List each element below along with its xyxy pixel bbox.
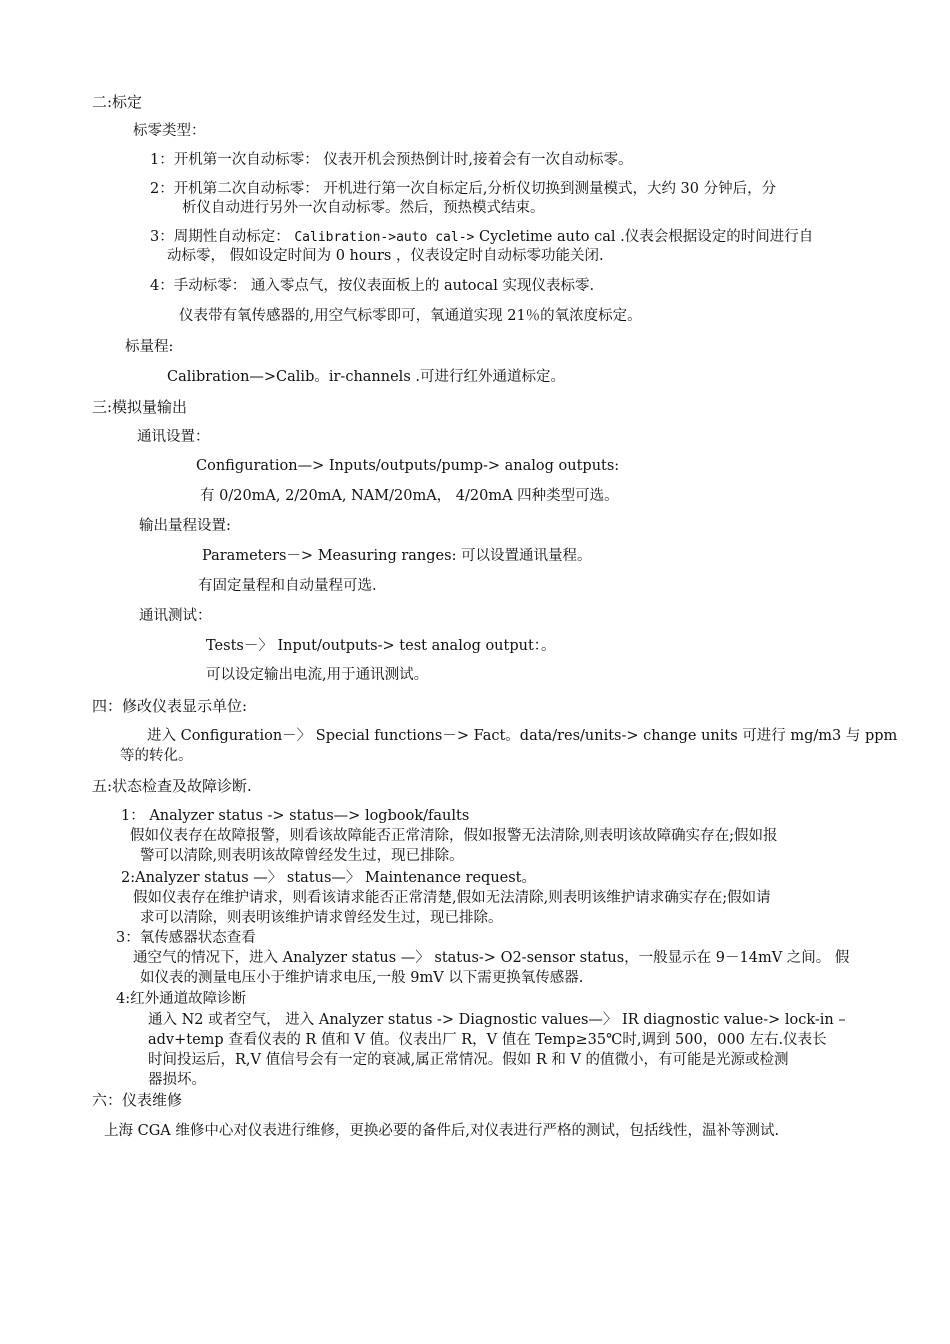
- units-change-line2: 等的转化。: [120, 748, 193, 764]
- status-item-1-desc-line1: 假如仪表存在故障报警，则看该故障能否正常清除，假如报警无法清除,则表明该故障确实存在;假如报: [130, 828, 778, 844]
- comm-test-label: 通讯测试：: [139, 608, 212, 624]
- status-item-4-desc-line3: 时间投运后，R,V 值信号会有一定的衰减,属正常情况。假如 R 和 V 的值微小，有可能是光源或检测: [148, 1052, 789, 1068]
- output-range-label: 输出量程设置:: [139, 518, 231, 534]
- status-item-3-desc-line2: 如仪表的测量电压小于维护请求电压,一般 9mV 以下需更换氧传感器.: [140, 970, 584, 986]
- zero-type-2-line1: 2：开机第二次自动标零： 开机进行第一次自标定后,分析仪切换到测量模式，大约 30 分钟后，分: [150, 181, 777, 197]
- status-item-2-desc-line1: 假如仪表存在维护请求，则看该请求能否正常清楚,假如无法清除,则表明该维护请求确实存在;假如请: [133, 890, 771, 906]
- status-item-3-title: 3：氧传感器状态查看: [116, 930, 256, 946]
- section-5-heading: 五:状态检查及故障诊断.: [92, 777, 252, 795]
- comm-settings-path: Configuration—> Inputs/outputs/pump-> analog outputs:: [196, 458, 620, 474]
- units-change-line1: 进入 Configuration－〉 Special functions－> Fact。data/res/units-> change units 可进行 mg/m3 与 ppm: [147, 728, 898, 744]
- zero-type-4: 4：手动标零： 通入零点气，按仪表面板上的 autocal 实现仪表标零.: [150, 278, 595, 294]
- section-2-heading: 二:标定: [92, 93, 143, 111]
- output-range-path: Parameters－> Measuring ranges: 可以设置通讯量程。: [202, 548, 592, 564]
- range-calibration-label: 标量程:: [125, 339, 174, 355]
- status-item-4-desc-line2: adv+temp 查看仪表的 R 值和 V 值。仪表出厂 R，V 值在 Temp≥35℃时,调到 500，000 左右.仪表长: [148, 1032, 827, 1048]
- section-3-heading: 三:模拟量输出: [92, 398, 188, 416]
- section-6-heading: 六：仪表维修: [92, 1091, 183, 1109]
- output-range-note: 有固定量程和自动量程可选.: [198, 578, 377, 594]
- comm-test-path: Tests－〉 Input/outputs-> test analog output：。: [206, 638, 556, 654]
- range-calibration-path: Calibration—>Calib。ir-channels .可进行红外通道标定。: [167, 369, 565, 385]
- status-item-4-title: 4:红外通道故障诊断: [116, 991, 247, 1007]
- status-item-2-path: 2:Analyzer status —〉 status—〉 Maintenance request。: [121, 870, 537, 886]
- status-item-2-desc-line2: 求可以清除，则表明该维护请求曾经发生过，现已排除。: [140, 910, 503, 926]
- zero-type-3-line1: [150, 227, 813, 248]
- comm-test-note: 可以设定输出电流,用于通讯测试。: [206, 667, 429, 683]
- comm-settings-label: 通讯设置：: [137, 429, 210, 445]
- zero-type-3-line2: 动标零， 假如设定时间为 0 hours ，仪表设定时自动标零功能关闭.: [167, 248, 604, 264]
- status-item-1-desc-line2: 警可以清除,则表明该故障曾经发生过，现已排除。: [140, 848, 464, 864]
- zero-type-2-line2: 析仪自动进行另外一次自动标零。然后，预热模式结束。: [182, 200, 545, 216]
- zero-type-3-prefix: 3：周期性自动标定：: [150, 229, 295, 245]
- status-item-4-desc-line4: 器损坏。: [148, 1072, 206, 1088]
- status-item-3-desc-line1: 通空气的情况下，进入 Analyzer status —〉 status-> O2-sensor status，一般显示在 9－14mV 之间。 假: [133, 950, 850, 966]
- comm-output-types: 有 0/20mA, 2/20mA, NAM/20mA， 4/20mA 四种类型可选。: [200, 488, 619, 504]
- zero-type-3-suffix: Cycletime auto cal .仪表会根据设定的时间进行自: [474, 229, 814, 245]
- o2-calibration-note: 仪表带有氧传感器的,用空气标零即可，氧通道实现 21％的氧浓度标定。: [179, 308, 642, 324]
- zero-types-label: 标零类型：: [133, 123, 206, 139]
- repair-center-paragraph: 上海 CGA 维修中心对仪表进行维修，更换必要的备件后,对仪表进行严格的测试，包括线性，温补等测试.: [104, 1123, 780, 1139]
- status-item-4-desc-line1: 通入 N2 或者空气， 进入 Analyzer status -> Diagnostic values—〉 IR diagnostic value-> lock-in –: [148, 1012, 846, 1028]
- section-4-heading: 四：修改仪表显示单位:: [92, 697, 248, 715]
- zero-type-1: 1：开机第一次自动标零： 仪表开机会预热倒计时,接着会有一次自动标零。: [150, 152, 633, 168]
- zero-type-3-mono-path: Calibration->auto cal->: [294, 230, 475, 245]
- status-item-1-path: 1： Analyzer status -> status—> logbook/faults: [121, 808, 470, 824]
